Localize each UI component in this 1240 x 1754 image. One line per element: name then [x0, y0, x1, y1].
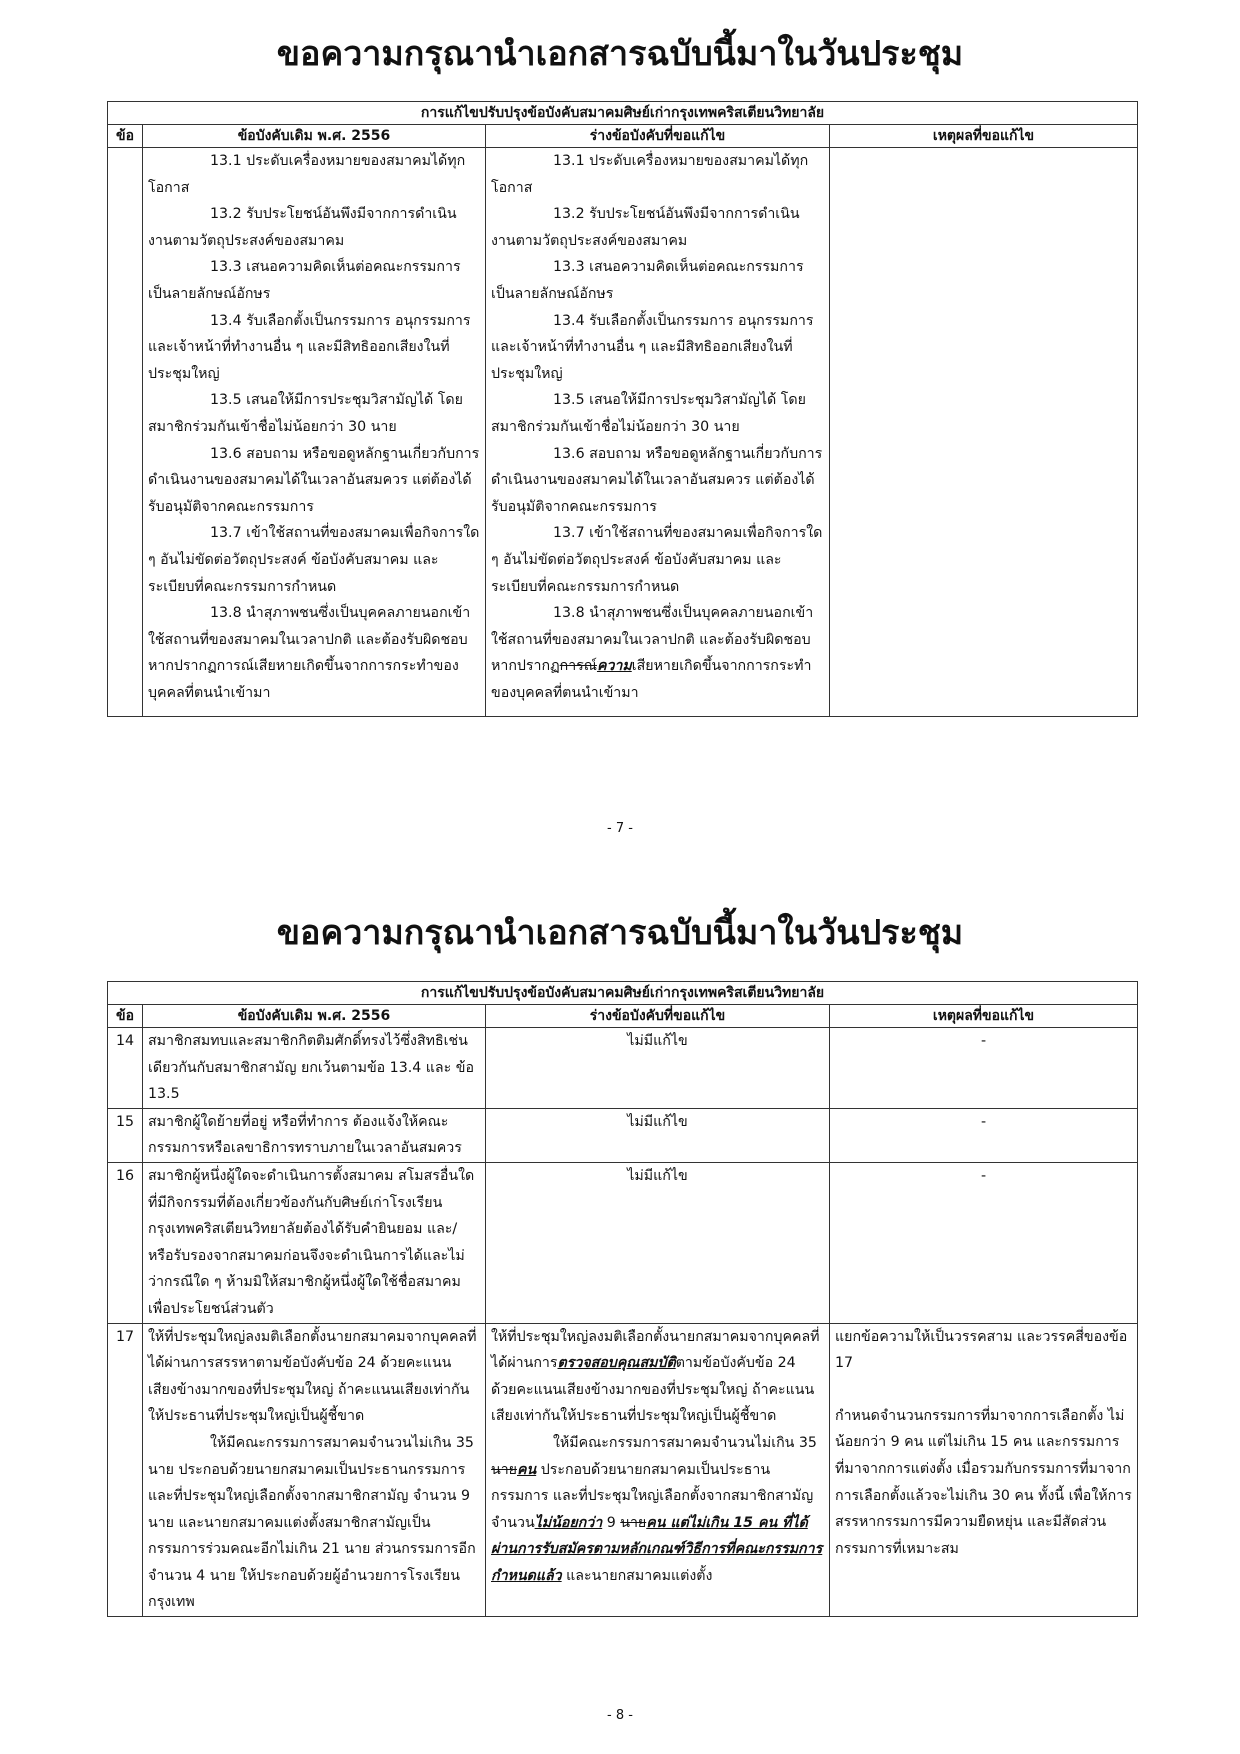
draft-clause-13-7: 13.7 เข้าใช้สถานที่ของสมาคมเพื่อกิจการใด ๆ อันไม่ขัดต่อวัตถุประสงค์ ข้อบังคับสมาคม และระเบียบที่คณะกรรมการกำหนด [491, 525, 823, 595]
draft-17-text-end: และนายกสมาคมแต่งตั้ง [561, 1567, 713, 1584]
draft-clause-13-1: 13.1 ประดับเครื่องหมายของสมาคมได้ทุกโอกาส [491, 153, 809, 196]
draft-clause-13-2: 13.2 รับประโยชน์อันพึงมีจากการดำเนินงานตามวัตถุประสงค์ของสมาคม [491, 206, 800, 249]
draft-clause-13-3: 13.3 เสนอความคิดเห็นต่อคณะกรรมการเป็นลายลักษณ์อักษร [491, 259, 804, 302]
spacer [835, 1377, 1132, 1403]
draft-clause-13-5: 13.5 เสนอให้มีการประชุมวิสามัญได้ โดยสมาชิกร่วมกันเข้าชื่อไม่น้อยกว่า 30 นาย [491, 392, 806, 435]
deleted-text: การณ์ [559, 658, 597, 675]
col-header-original: ข้อบังคับเดิม พ.ศ. 2556 [143, 125, 486, 148]
original-clause-13-3: 13.3 เสนอความคิดเห็นต่อคณะกรรมการเป็นลายลักษณ์อักษร [148, 259, 461, 302]
table-row [108, 148, 1138, 717]
original-clause-13-2: 13.2 รับประโยชน์อันพึงมีจากการดำเนินงานตามวัตถุประสงค์ของสมาคม [148, 206, 457, 249]
page-number: - 7 - [607, 821, 633, 836]
col-header-no: ข้อ [108, 1005, 143, 1028]
original-clause-13-1: 13.1 ประดับเครื่องหมายของสมาคมได้ทุกโอกาส [148, 153, 466, 196]
page-number: - 8 - [607, 1708, 633, 1723]
original-cell: สมาชิกผู้ใดย้ายที่อยู่ หรือที่ทำการ ต้องแจ้งให้คณะกรรมการหรือเลขาธิการทราบภายในเวลาอันสมควร [143, 1108, 486, 1162]
draft-cell: ไม่มีแก้ไข [486, 1162, 830, 1323]
page-title: ขอความกรุณานำเอกสารฉบับนี้มาในวันประชุม [276, 913, 964, 953]
draft-17-para-1 [491, 1324, 824, 1430]
col-header-no: ข้อ [108, 125, 143, 148]
table-row [108, 1108, 1138, 1162]
row-number-cell: 14 [108, 1028, 143, 1109]
original-cell: สมาชิกสมทบและสมาชิกกิตติมศักดิ์ทรงไว้ซึ่งสิทธิเช่นเดียวกันกับสมาชิกสามัญ ยกเว้นตามข้อ 13.4 และ ข้อ 13.5 [143, 1028, 486, 1109]
inserted-text: ตรวจสอบคุณสมบัติ [557, 1355, 676, 1372]
draft-cell: ไม่มีแก้ไข [486, 1028, 830, 1109]
table-row [108, 1323, 1138, 1617]
reason-17-para-1: แยกข้อความให้เป็นวรรคสาม และวรรคสี่ของข้อ 17 [835, 1328, 1128, 1372]
draft-17-text: 9 [602, 1514, 621, 1531]
reason-cell: - [830, 1162, 1138, 1323]
deleted-text: นาย [620, 1514, 647, 1531]
draft-17-para-2 [491, 1430, 824, 1590]
draft-clause-13-6: 13.6 สอบถาม หรือขอดูหลักฐานเกี่ยวกับการดำเนินงานของสมาคมได้ในเวลาอันสมควร แต่ต้องได้รับอนุมัติจากคณะกรรมการ [491, 445, 823, 515]
reason-cell [830, 148, 1138, 717]
draft-17-text: ให้มีคณะกรรมการสมาคมจำนวนไม่เกิน 35 [553, 1434, 817, 1451]
col-header-draft: ร่างข้อบังคับที่ขอแก้ไข [486, 125, 830, 148]
col-header-reason: เหตุผลที่ขอแก้ไข [830, 1005, 1138, 1028]
draft-13-8-text-end: เสียหายเกิดขึ้นจากการกระทำของบุคคลที่ตนนำเข้ามา [491, 658, 812, 701]
original-17-para-2: ให้มีคณะกรรมการสมาคมจำนวนไม่เกิน 35 นาย ประกอบด้วยนายกสมาคมเป็นประธานกรรมการ และที่ประชุมใหญ่เลือกตั้งจากสมาชิกสามัญ จำนวน 9 นาย และนายกสมาคมแต่งตั้งสมาชิกสามัญเป็นกรรมการร่วมคณะอีกไม่เกิน 21 นาย ส่วนกรรมการอีกจำนวน 4 นาย ให้ประกอบด้วยผู้อำนวยการโรงเรียนกรุงเทพ [148, 1434, 476, 1611]
draft-cell: ไม่มีแก้ไข [486, 1108, 830, 1162]
table-title: การแก้ไขปรับปรุงข้อบังคับสมาคมศิษย์เก่ากรุงเทพคริสเตียนวิทยาลัย [108, 982, 1138, 1005]
amendment-table [107, 981, 1138, 1617]
original-cell [143, 1323, 486, 1617]
reason-cell [830, 1323, 1138, 1617]
draft-cell [486, 1323, 830, 1617]
original-cell: สมาชิกผู้หนึ่งผู้ใดจะดำเนินการตั้งสมาคม สโมสรอื่นใด ที่มีกิจกรรมที่ต้องเกี่ยวข้องกันกับศิษย์เก่าโรงเรียนกรุงเทพคริสเตียนวิทยาลัยต้องได้รับคำยินยอม และ/หรือรับรองจากสมาคมก่อนจึงจะดำเนินการได้และไม่ว่ากรณีใด ๆ ห้ามมิให้สมาชิกผู้หนึ่งผู้ใดใช้ชื่อสมาคมเพื่อประโยชน์ส่วนตัว [143, 1162, 486, 1323]
draft-clause-13-4: 13.4 รับเลือกตั้งเป็นกรรมการ อนุกรรมการ และเจ้าหน้าที่ทำงานอื่น ๆ และมีสิทธิออกเสียงในที่ประชุมใหญ่ [491, 312, 814, 382]
original-17-para-1: ให้ที่ประชุมใหญ่ลงมติเลือกตั้งนายกสมาคมจากบุคคลที่ได้ผ่านการสรรหาตามข้อบังคับข้อ 24 ด้วยคะแนนเสียงข้างมากของที่ประชุมใหญ่ ถ้าคะแนนเสียงเท่ากันให้ประธานที่ประชุมใหญ่เป็นผู้ชี้ขาด [148, 1328, 477, 1425]
inserted-text: คน [516, 1461, 537, 1478]
row-number-cell [108, 148, 143, 717]
draft-17-text: ประกอบด้วยนายกสมาคมเป็นประธานกรรมการ และที่ประชุมใหญ่เลือกตั้งจากสมาชิกสามัญ จำนวน [491, 1461, 814, 1531]
draft-clause-13-8 [491, 600, 824, 706]
col-header-original: ข้อบังคับเดิม พ.ศ. 2556 [143, 1005, 486, 1028]
inserted-text: ไม่น้อยกว่า [534, 1514, 603, 1531]
row-number-cell: 15 [108, 1108, 143, 1162]
inserted-text: ความ [596, 658, 632, 675]
original-clause-13-5: 13.5 เสนอให้มีการประชุมวิสามัญได้ โดยสมาชิกร่วมกันเข้าชื่อไม่น้อยกว่า 30 นาย [148, 392, 463, 435]
table-row [108, 1028, 1138, 1109]
amendment-table [107, 101, 1138, 717]
reason-cell: - [830, 1028, 1138, 1109]
table-row [108, 1162, 1138, 1323]
draft-17-text: ให้ที่ประชุมใหญ่ลงมติเลือกตั้งนายกสมาคมจากบุคคลที่ได้ผ่านการ [491, 1328, 820, 1372]
row-number-cell: 17 [108, 1323, 143, 1617]
col-header-reason: เหตุผลที่ขอแก้ไข [830, 125, 1138, 148]
original-clause-13-8: 13.8 นำสุภาพชนซึ่งเป็นบุคคลภายนอกเข้าใช้สถานที่ของสมาคมในเวลาปกติ และต้องรับผิดชอบหากปรากฏการณ์เสียหายเกิดขึ้นจากการกระทำของบุคคลที่ตนนำเข้ามา [148, 605, 471, 701]
table-title: การแก้ไขปรับปรุงข้อบังคับสมาคมศิษย์เก่ากรุงเทพคริสเตียนวิทยาลัย [108, 102, 1138, 125]
original-cell [143, 148, 486, 717]
deleted-text: นาย [491, 1461, 517, 1478]
reason-17-para-2: กำหนดจำนวนกรรมการที่มาจากการเลือกตั้ง ไม่น้อยกว่า 9 คน แต่ไม่เกิน 15 คน และกรรมการที่มาจากการแต่งตั้ง เมื่อรวมกับกรรมการที่มาจากการเลือกตั้งแล้วจะไม่เกิน 30 คน ทั้งนี้ เพื่อให้การสรรหากรรมการมีความยืดหยุ่น และมีสัดส่วนกรรมการที่เหมาะสม [835, 1407, 1132, 1557]
draft-13-8-text: 13.8 นำสุภาพชนซึ่งเป็นบุคคลภายนอกเข้าใช้สถานที่ของสมาคมในเวลาปกติ และต้องรับผิดชอบหากปรากฏ [491, 605, 814, 675]
original-clause-13-4: 13.4 รับเลือกตั้งเป็นกรรมการ อนุกรรมการ และเจ้าหน้าที่ทำงานอื่น ๆ และมีสิทธิออกเสียงในที่ประชุมใหญ่ [148, 312, 471, 382]
reason-cell: - [830, 1108, 1138, 1162]
page-8 [0, 877, 1240, 1754]
original-clause-13-6: 13.6 สอบถาม หรือขอดูหลักฐานเกี่ยวกับการดำเนินงานของสมาคมได้ในเวลาอันสมควร แต่ต้องได้รับอนุมัติจากคณะกรรมการ [148, 445, 480, 515]
row-number-cell: 16 [108, 1162, 143, 1323]
page-title: ขอความกรุณานำเอกสารฉบับนี้มาในวันประชุม [276, 34, 964, 74]
draft-17-text-end: ตามข้อบังคับข้อ 24 ด้วยคะแนนเสียงข้างมากของที่ประชุมใหญ่ ถ้าคะแนนเสียงเท่ากันให้ประธานที่ประชุมใหญ่เป็นผู้ชี้ขาด [491, 1355, 815, 1425]
inserted-text: คน แต่ไม่เกิน 15 คน ที่ได้ผ่านการรับสมัครตามหลักเกณฑ์วิธีการที่คณะกรรมการกำหนดแล้ว [491, 1514, 823, 1584]
col-header-draft: ร่างข้อบังคับที่ขอแก้ไข [486, 1005, 830, 1028]
original-clause-13-7: 13.7 เข้าใช้สถานที่ของสมาคมเพื่อกิจการใด ๆ อันไม่ขัดต่อวัตถุประสงค์ ข้อบังคับสมาคม และระเบียบที่คณะกรรมการกำหนด [148, 525, 480, 595]
draft-cell [486, 148, 830, 717]
